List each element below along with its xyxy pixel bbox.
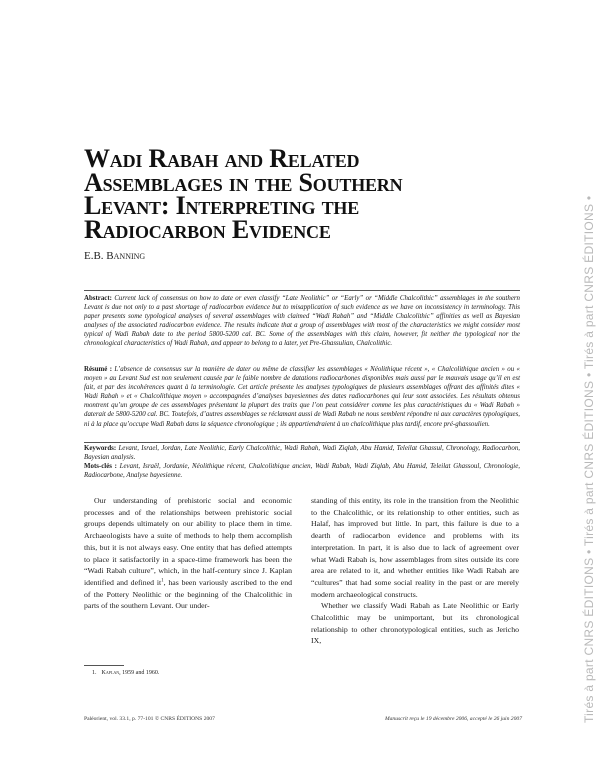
resume — [84, 365, 520, 429]
resume-label: Résumé : — [84, 366, 112, 373]
abstract-text: Current lack of consensus on how to date or even classify “Late Neolithic” or “Early” or “Middle Chalcolithic” assemblages in the southern Levant is due not only to a past shortage of radiocarbon evidence but to misapplication of such evidence as we have on inconsistency in terminology. This paper presents some typological analyses of several assemblages with claimed “Wadi Rabah” and “Middle Chalcolithic” affinities as well as Bayesian analyses of the associated radiocarbon evidence. The results indicate that a group of assemblages with most of the characteristics we might consider most typical of Wadi Rabah date to the period 5800-5200 cal. BC. Some of the assemblages with this claim, however, fit neither the typological nor the chronological characteristics of Wadi Rabah, and appear to belong to a later, yet Pre-Ghassulian, Chalcolithic. — [84, 295, 520, 348]
article-title — [84, 144, 504, 244]
abstract-bottom-rule — [84, 442, 520, 443]
footnote-reference: 1 — [161, 578, 164, 584]
title-line-4: Radiocarbon Evidence — [84, 214, 331, 244]
abstract-label: Abstract: — [84, 295, 112, 302]
mots-cles-label: Mots-clés : — [84, 463, 117, 470]
body-paragraph-1-part-a: Our understanding of prehistoric social and economic processes and of the relationships between prehistoric social groups depends ultimately on our ability to place them in time. Archaeologists have a suite of methods to help them accomplish this, but it is not always easy. One entity that has defied attempts to place it satisfactorily in a space-time framework has been the “Wadi Rabah culture”, which, in the half-century since J. Kaplan identified and defined it — [84, 496, 292, 587]
abstract-top-rule — [84, 290, 520, 291]
body-column-right — [311, 495, 519, 647]
body-paragraph-continued: standing of this entity, its role in the transition from the Neolithic to the Chalcolithic, or its relationship to other entities, such as Halaf, has improved but little. In part, this failure is due to a dearth of radiocarbon evidence and problems with its interpretation. In part, it is also due to lack of agreement over what Wadi Rabah is, how assemblages from sites outside its core area are related to it, and whether entities like Wadi Rabah are “cultures” that had some social reality in the past or are merely modern archaeological constructs. — [311, 496, 519, 599]
footnote — [92, 670, 159, 676]
title-line-2: Assemblages in the Southern — [84, 167, 403, 197]
footnote-rule — [84, 665, 124, 666]
footnote-text: , 1959 and 1960. — [119, 670, 160, 676]
title-line-1: Wadi Rabah and Related — [84, 144, 360, 173]
title-line-3: Levant: Interpreting the — [84, 191, 360, 220]
mots-cles — [84, 462, 520, 480]
journal-citation-footer: Paléorient, vol. 33.1, p. 77-101 © CNRS ÉDITIONS 2007 — [84, 716, 215, 722]
footnote-number: 1. — [92, 670, 97, 676]
body-paragraph-1-part-b: , has been variously ascribed to the end of the Pottery Neolithic or the beginning of the Chalcolithic in parts of the southern Levant. Our under- — [84, 577, 292, 611]
abstract — [84, 294, 520, 349]
body-column-left — [84, 495, 292, 612]
mots-cles-text: Levant, Israël, Jordanie, Néolithique récent, Chalcolithique ancien, Wadi Rabah, Wadi Ziqlab, Abu Hamid, Teleilat Ghassoul, Chronologie, Radiocarbone, Analyse bayesienne. — [84, 463, 520, 480]
footnote-author: Kaplan — [101, 670, 120, 676]
author-name: E.B. Banning — [84, 250, 146, 262]
resume-text: L’absence de consensus sur la manière de dater ou même de classifier les assemblages « Néolithique récent », « Chalcolithique ancien » ou « moyen » au Levant Sud est non seulement causée par le faible nombre de datations radiocarbones disponibles mais aussi par le mauvais usage qu’il en est fait, et par des incohérences quant à la terminologie. Cet article présente les analyses typologiques de plusieurs assemblages offrant des affinités dites « Wadi Rabah » et « Chalcolithique moyen » accompagnées d’analyses bayesiennes des dates radiocarbones qui leur sont associées. Les résultats obtenus montrent qu’un groupe de ces assemblages présentant la plupart des traits que l’on peut considérer comme les plus caractéristiques du « Wadi Rabah » daterait de 5800-5200 cal. BC. Toutefois, d’autres assemblages se réclamant aussi de Wadi Rabah ne nous semblent répondre ni aux caractères typologiques, ni à la place qu’occupe Wadi Rabah dans la séquence chronologique ; ils appartiendraient à un chalcolithique plus tardif, encore pré-ghassoulien. — [84, 366, 520, 428]
manuscript-dates-footer: Manuscrit reçu le 19 décembre 2006, accepté le 26 juin 2007 — [384, 716, 522, 722]
body-paragraph-1 — [84, 495, 292, 612]
keywords-label: Keywords: — [84, 445, 117, 452]
body-paragraph-2: Whether we classify Wadi Rabah as Late Neolithic or Early Chalcolithic may be unimportant, but its chronological relationship to other chronotypological entities, such as Jericho IX, — [311, 601, 519, 646]
keywords — [84, 444, 520, 462]
keywords-text: Levant, Israel, Jordan, Late Neolithic, Early Chalcolithic, Wadi Rabah, Wadi Ziqlab, Abu Hamid, Teleilat Ghassul, Chronology, Radiocarbon, Bayesian analysis. — [84, 445, 520, 462]
publisher-watermark: Tirés à part CNRS ÉDITIONS • Tirés à part CNRS ÉDITIONS • Tirés à part CNRS ÉDITIONS • — [582, 195, 596, 723]
